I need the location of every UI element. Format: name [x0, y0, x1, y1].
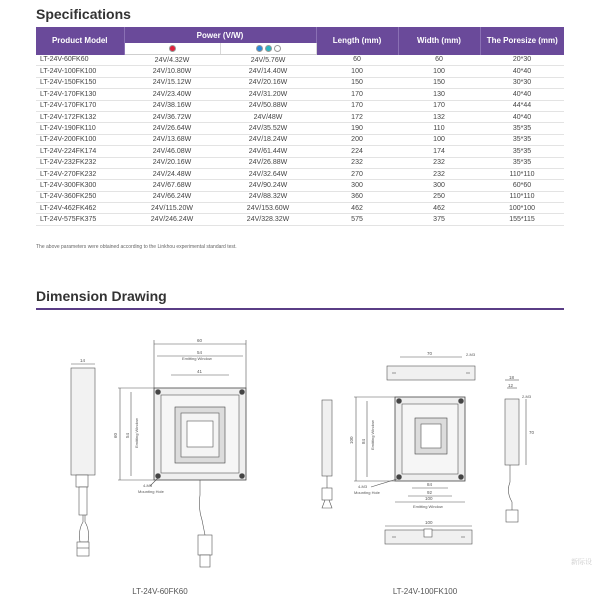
header-poresize: The Poresize (mm) [480, 27, 564, 55]
cell-poresize: 30*30 [480, 77, 564, 88]
left-hole-label: 4-M3 [143, 483, 153, 488]
table-row [36, 214, 564, 225]
right-dim-side-h: 70 [529, 430, 535, 435]
cell-model: LT-24V-232FK232 [36, 157, 124, 168]
right-hole-side: 2-M3 [522, 394, 532, 399]
right-dim-left-window: 84 [361, 438, 366, 444]
cell-width: 462 [398, 203, 480, 214]
cell-power-red: 24V/36.72W [124, 111, 220, 122]
left-dim-window: 54 [197, 350, 203, 355]
cell-power-red: 24V/38.16W [124, 100, 220, 111]
cell-power-red: 24V/246.24W [124, 214, 220, 225]
cell-poresize: 60*60 [480, 180, 564, 191]
cell-poresize: 110*110 [480, 191, 564, 202]
right-hole-top: 2-M3 [466, 352, 476, 357]
left-dim-left-window: 54 [125, 432, 130, 438]
cell-length: 270 [316, 168, 398, 179]
cell-model: LT-24V-170FK170 [36, 100, 124, 111]
cell-model: LT-24V-462FK462 [36, 203, 124, 214]
cell-power-rgb: 24V/20.16W [220, 77, 316, 88]
cell-length: 60 [316, 55, 398, 66]
table-row [36, 157, 564, 168]
right-dim-92: 92 [427, 490, 433, 495]
cell-width: 300 [398, 180, 480, 191]
left-dim-side: 14 [80, 358, 86, 363]
right-dim-100: 100 [425, 496, 433, 501]
cell-poresize: 40*40 [480, 89, 564, 100]
cell-width: 174 [398, 146, 480, 157]
cell-length: 232 [316, 157, 398, 168]
cell-model: LT-24V-224FK174 [36, 146, 124, 157]
cell-power-red: 24V/46.08W [124, 146, 220, 157]
left-window-label: Emitting Window [182, 356, 212, 361]
cell-power-rgb: 24V/26.88W [220, 157, 316, 168]
specifications-table [36, 27, 564, 226]
header-product-model: Product Model [36, 27, 124, 55]
table-row [36, 111, 564, 122]
table-row [36, 77, 564, 88]
cell-poresize: 35*35 [480, 157, 564, 168]
cell-poresize: 20*30 [480, 55, 564, 66]
cell-poresize: 40*40 [480, 66, 564, 77]
right-side-strip [505, 399, 519, 465]
right-side-window-label: Emitting Window [370, 420, 375, 450]
right-dim-bottom: 100 [425, 520, 433, 525]
cell-power-rgb: 24V/88.32W [220, 191, 316, 202]
cell-model: LT-24V-575FK375 [36, 214, 124, 225]
cell-length: 170 [316, 100, 398, 111]
table-note: The above parameters were obtained according to the Linkhou experimental standard test. [36, 244, 237, 250]
header-width: Width (mm) [398, 27, 480, 55]
cell-width: 110 [398, 123, 480, 134]
cell-power-red: 24V/13.68W [124, 134, 220, 145]
cell-power-rgb: 24V/18.24W [220, 134, 316, 145]
cell-power-red: 24V/66.24W [124, 191, 220, 202]
left-dim-top: 60 [197, 338, 203, 343]
cell-length: 100 [316, 66, 398, 77]
cell-width: 375 [398, 214, 480, 225]
right-side-strip-left [322, 400, 332, 476]
cell-length: 462 [316, 203, 398, 214]
cell-width: 100 [398, 134, 480, 145]
cell-power-rgb: 24V/35.52W [220, 123, 316, 134]
right-dim-84: 84 [427, 482, 433, 487]
right-drawing-caption: LT-24V-100FK100 [392, 587, 458, 596]
cell-power-red: 24V/20.16W [124, 157, 220, 168]
cell-length: 172 [316, 111, 398, 122]
cell-model: LT-24V-172FK132 [36, 111, 124, 122]
cell-width: 232 [398, 168, 480, 179]
table-row [36, 203, 564, 214]
specifications-title: Specifications [36, 6, 131, 22]
cell-width: 250 [398, 191, 480, 202]
cell-power-red: 24V/67.68W [124, 180, 220, 191]
cell-width: 232 [398, 157, 480, 168]
cell-length: 150 [316, 77, 398, 88]
cell-power-rgb: 24V/32.64W [220, 168, 316, 179]
right-mount-label: Mounting Hole [354, 490, 380, 495]
cell-poresize: 155*115 [480, 214, 564, 225]
table-row [36, 66, 564, 77]
cell-width: 170 [398, 100, 480, 111]
right-dim-top: 70 [427, 351, 433, 356]
cell-power-red: 24V/115.20W [124, 203, 220, 214]
right-top-strip [387, 366, 475, 380]
cell-model: LT-24V-360FK250 [36, 191, 124, 202]
cell-length: 170 [316, 89, 398, 100]
table-row [36, 89, 564, 100]
power-color-dots-red [124, 43, 220, 55]
left-drawing-caption: LT-24V-60FK60 [132, 587, 188, 596]
rgb-dot-icon-1 [265, 45, 272, 52]
table-row [36, 168, 564, 179]
cell-length: 360 [316, 191, 398, 202]
header-length: Length (mm) [316, 27, 398, 55]
table-row [36, 191, 564, 202]
cell-length: 190 [316, 123, 398, 134]
right-dim-side-top: 18 [509, 375, 515, 380]
cell-power-rgb: 24V/153.60W [220, 203, 316, 214]
cell-width: 150 [398, 77, 480, 88]
cell-model: LT-24V-100FK100 [36, 66, 124, 77]
cell-width: 60 [398, 55, 480, 66]
cell-power-rgb: 24V/5.76W [220, 55, 316, 66]
cell-model: LT-24V-270FK232 [36, 168, 124, 179]
left-dim-left: 60 [113, 432, 118, 438]
cell-length: 224 [316, 146, 398, 157]
cell-length: 300 [316, 180, 398, 191]
cell-length: 200 [316, 134, 398, 145]
right-dim-left: 100 [349, 436, 354, 444]
table-row [36, 55, 564, 66]
cell-poresize: 40*40 [480, 111, 564, 122]
cell-power-rgb: 24V/61.44W [220, 146, 316, 157]
cell-power-rgb: 24V/31.20W [220, 89, 316, 100]
cell-power-red: 24V/4.32W [124, 55, 220, 66]
cell-power-red: 24V/10.80W [124, 66, 220, 77]
rgb-dot-icon-0 [256, 45, 263, 52]
cell-width: 132 [398, 111, 480, 122]
cell-model: LT-24V-170FK130 [36, 89, 124, 100]
cell-poresize: 35*35 [480, 123, 564, 134]
cell-model: LT-24V-190FK110 [36, 123, 124, 134]
right-window-label: Emitting Window [413, 504, 443, 509]
left-cable [199, 480, 205, 535]
watermark: 新际设 [571, 559, 592, 566]
cell-model: LT-24V-150FK150 [36, 77, 124, 88]
cell-width: 130 [398, 89, 480, 100]
cell-power-rgb: 24V/328.32W [220, 214, 316, 225]
left-side-bar [71, 368, 95, 475]
table-row [36, 123, 564, 134]
left-side-window-label: Emitting Window [134, 418, 139, 448]
cell-model: LT-24V-60FK60 [36, 55, 124, 66]
table-row [36, 100, 564, 111]
dimension-drawings [0, 310, 600, 590]
rgb-dot-icon-2 [274, 45, 281, 52]
left-mount-label: Mounting Hole [138, 489, 164, 494]
cell-power-rgb: 24V/14.40W [220, 66, 316, 77]
cell-power-red: 24V/23.40W [124, 89, 220, 100]
dimension-drawing-title: Dimension Drawing [36, 288, 167, 304]
cell-model: LT-24V-300FK300 [36, 180, 124, 191]
cell-poresize: 44*44 [480, 100, 564, 111]
cell-power-rgb: 24V/48W [220, 111, 316, 122]
red-dot-icon-0 [169, 45, 176, 52]
cell-poresize: 100*100 [480, 203, 564, 214]
header-power: Power (V/W) [124, 27, 316, 43]
table-row [36, 180, 564, 191]
table-row [36, 146, 564, 157]
cell-power-red: 24V/26.64W [124, 123, 220, 134]
cell-model: LT-24V-200FK100 [36, 134, 124, 145]
cell-poresize: 110*110 [480, 168, 564, 179]
cell-length: 575 [316, 214, 398, 225]
cell-power-rgb: 24V/50.88W [220, 100, 316, 111]
cell-width: 100 [398, 66, 480, 77]
cell-power-red: 24V/15.12W [124, 77, 220, 88]
right-hole-label: 4-M3 [358, 484, 368, 489]
table-row [36, 134, 564, 145]
cell-poresize: 35*35 [480, 134, 564, 145]
cell-power-rgb: 24V/90.24W [220, 180, 316, 191]
left-dim-inner: 41 [197, 369, 203, 374]
power-color-dots-rgb [220, 43, 316, 55]
left-side-cable-connector [76, 475, 88, 487]
cell-power-red: 24V/24.48W [124, 168, 220, 179]
right-dim-side-w: 12 [508, 383, 514, 388]
cell-poresize: 35*35 [480, 146, 564, 157]
